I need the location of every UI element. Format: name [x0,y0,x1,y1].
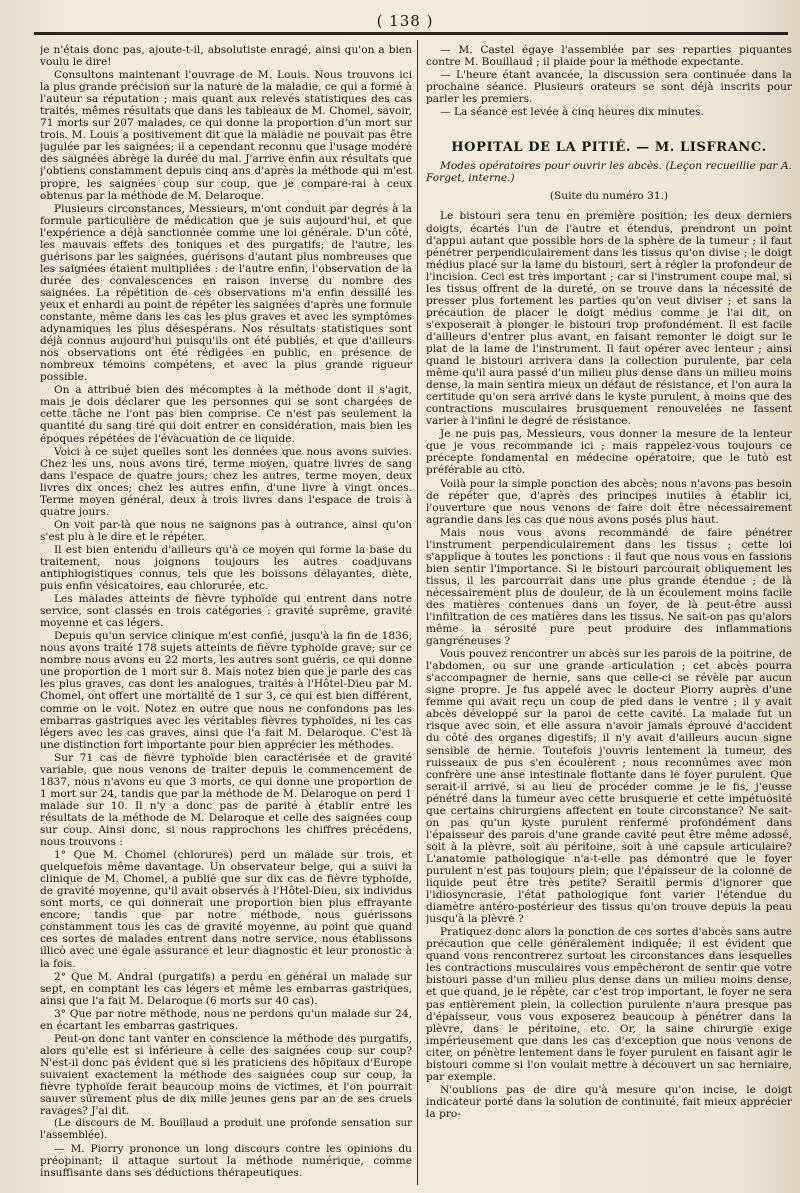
paragraph: On a attribué bien des mécomptes à la méthode dont il s'agit, mais je dois déclarer que les personnes qui se sont chargées de cette tâche ne l'ont pas bien comprise. Ce n'est pas seulement la quantité du sang tiré qui doit entrer en considération, mais bien les époques répétées de l'évacuation de ce liquide. [40,384,412,445]
hospital-title: HOPITAL DE LA PITIÉ. — M. LISFRANC. [451,140,767,156]
paragraph: je n'étais donc pas, ajoute-t-il, absolutiste enragé, ainsi qu'on a bien voulu le dire! [40,44,412,69]
paragraph: Les malades atteints de fièvre typhoïde qui entrent dans notre service, sont classés en trois catégories : gravité suprême, gravité moyenne et cas légers. [40,593,412,630]
paragraph: Pratiquez donc alors la ponction de ces sortes d'abcès sans autre précaution que celle généralement indiquée; il est évident que quand vous rencontrerez surtout les circonstances dans lesquelles les contractions musculaires vous empêcheront de sentir que votre bistouri passe d'un milieu plus dense dans un milieu moins dense, et que quand, je le répète, car c'est trop important, le foyer ne sera pas entièrement plein, la collection purulente n'aura presque pas d'épaisseur, vous vous exposerez beaucoup à pénétrer dans la plèvre, dans le péritoine, etc. Or, la saine chirurgie exige impérieusement que dans les cas d'exception que nous venons de citer, on pénètre lentement dans le foyer purulent en faisant agir le bistouri comme si l'on voulait mettre à découvert un sac herniaire, par exemple. [426,926,792,1083]
paragraph: Mais nous vous avons recommandé de faire pénétrer l'instrument perpendiculairement dans les tissus ; cette loi s'applique à toutes les ponctions : il faut que nous vous en fassions bien sentir l'importance. Si le bistouri parcourait obliquement les tissus, il les parcourrait dans une plus grande étendue ; de là nécessairement plus de douleur, de là un écoulement moins facile des matières contenues dans un foyer, de là peut-être aussi l'infiltration de ces matières dans les tissus. Ne sait-on pas qu'alors même la sérosité pure peut produire des inflammations gangréneuses ? [426,526,792,648]
paragraph: Voici à ce sujet quelles sont les données que nous avons suivies. Chez les uns, nous avons tiré, terme moyen, quatre livres de sang dans l'espace de quatre jours; chez les autres, terme moyen, deux livres dix onces; chez les autres enfin, d'une livre à vingt onces. Terme moyen général, deux à trois livres dans l'espace de trois à quatre jours. [40,445,412,518]
paragraph: N'oublions pas de dire qu'à mesure qu'on incise, le doigt indicateur porté dans la solution de continuité, fait mieux apprécier la pro- [426,1083,792,1120]
paragraph: (Le discours de M. Bouillaud a produit une profonde sensation sur l'assemblée). [40,1118,412,1142]
paragraph: Sur 71 cas de fièvre typhoïde bien caractérisée et de gravité variable, que nous venons de traiter depuis le commencement de 1837, nous n'avons eu que 3 morts, ce qui donne une proportion de 1 mort sur 24, tandis que par la méthode de M. Delaroque on perd 1 malade sur 10. Il n'y a donc pas de parité à établir entre les résultats de la méthode de M. Delaroque et celle des saignées coup sur coup. Ainsi donc, si nous rapprochons les chiffres précédens, nous trouvons : [40,751,412,849]
paragraph: Plusieurs circonstances, Messieurs, m'ont conduit par degrés à la formule particulière de médication que je suis aujourd'hui, et que l'expérience a déjà sanctionnée comme une loi générale. D'un côté, les mauvais effets des toniques et des purgatifs; de l'autre, les guérisons par les saignées, guérisons d'autant plus nombreuses que les saignées étaient multipliées : de l'autre enfin, l'observation de la durée des convalescences en raison inverse du nombre des saignées. La répétition de ces observations m'a enfin dessillé les yeux et enhardi au point de répéter les saignées d'après une formule constante, même dans les cas les plus graves et avec les symptômes adynamiques les plus désespérans. Nos résultats statistiques sont déjà connus aujourd'hui puisqu'ils ont été publiés, et que d'ailleurs nos observations ont été rédigées en public, en présence de nombreux témoins compétens, et avec la plus grande rigueur possible. [40,202,412,384]
paragraph: Je ne puis pas, Messieurs, vous donner la mesure de la lenteur que je vous recommande ici ; mais rappelez-vous toujours ce précepte fondamental en médecine opératoire, que le tutò est préférable au citò. [426,428,792,477]
header-rule [34,32,788,35]
paragraph: Le bistouri sera tenu en première position; les deux derniers doigts, écartés l'un de l'autre et étendus, prendront un point d'appui autant que possible hors de la sphère de la tumeur ; il faut pénétrer perpendiculairement dans les tissus qu'on divise ; le doigt médius placé sur la lame du bistouri, sert à régler la profondeur de l'incision. Ceci est très important ; car si l'instrument coupe mal, si les tissus offrent de la dureté, on se trouve dans la nécessité de presser plus fortement les parties qu'on veut diviser ; et sans la précaution de placer le doigt médius comme je l'ai dit, on s'exposerait à plonger le bistouri trop profondément. Il est facile d'ailleurs d'entrer plus avant, en faisant remonter le doigt sur le plat de la lame de l'instrument. Il faut opérer avec lenteur ; ainsi quand le bistouri arrivera dans la collection purulente, par cela même qu'il aura passé d'un milieu plus dense dans un milieu moins dense, la main sentira mieux un défaut de résistance, et l'on aura la certitude qu'on sera arrivé dans le kyste purulent, à moins que des contractions musculaires brusquement renouvelées ne fassent varier à l'infini le degré de résistance. [426,210,792,428]
session-note: — La séance est levée à cinq heures dix minutes. [440,106,704,119]
right-column [426,44,792,1185]
paragraph: 1° Que M. Chomel (chlorures) perd un malade sur trois, et quelquefois même davantage. Un observateur belge, qui a suivi la clinique de M. Chomel, a publié que sur dix cas de fièvre typhoïde, de gravité moyenne, qu'il avait observés à l'Hôtel-Dieu, six individus sont morts, ce qui donnerait une proportion bien plus effrayante encore; tandis que par notre méthode, nous guérissons constamment tous les cas de gravité moyenne, au point que quand ces sortes de malades entrent dans notre service, nous établissons illicò avec une égale assurance et leur diagnostic et leur pronostic à la fois. [40,849,412,970]
session-notes [426,44,792,118]
continuation-note: (Suite du numéro 31.) [549,190,669,203]
paragraph: Vous pouvez rencontrer un abcès sur les parois de la poitrine, de l'abdomen, ou sur une grande articulation ; cet abcès pourra s'accompagner de hernie, sans que celle-ci se révèle par aucun signe propre. Je fus appelé avec le docteur Piorry auprès d'une femme qui avait reçu un coup de pied dans le ventre ; il y avait abcès développé sur la paroi de cette cavité. La malade fut un risque avec soin, et elle assura n'avoir jamais éprouvé d'accident du côté des organes digestifs; il n'y avait d'ailleurs aucun signe sensible de hernie. Toutefois j'ouvris lentement la tumeur, des ruisseaux de pus s'en écoulèrent ; nous reconnûmes avec mon confrère une anse intestinale flottante dans le foyer purulent. Que serait-il arrivé, si au lieu de procéder comme je le fis, j'eusse pénétré dans la tumeur avec cette brusquerie et cette impétuosité que certains chirurgiens affectent en toute circonstance? Ne sait-on pas qu'un kyste purulent renfermé profondément dans l'épaisseur des parois d'une grande cavité peut être même adossé, soit à la plèvre, soit au péritoine, soit à une capsule articulaire? L'anatomie pathologique n'a-t-elle pas démontré que le foyer purulent n'est pas toujours plein; que l'épaisseur de la colonne de liquide peut être très petite? Seraitil permis d'ignorer que l'idiosyncrasie, l'état pathologique font varier l'étendue du diamètre antéro-postérieur des tissus qu'on trouve depuis la peau jusqu'à la plèvre ? [426,648,792,926]
column-divider [417,40,418,1185]
paragraph: Peut-on donc tant vanter en conscience la méthode des purgatifs, alors qu'elle est si inférieure à celle des saignées coup sur coup? N'est-il donc pas évident que si les praticiens des hôpitaux d'Europe suivaient exactement la méthode des saignées coup sur coup, la fièvre typhoïde ferait beaucoup moins de victimes, et l'on pourrait sauver sûrement plus de dix mille jeunes gens par an de ses cruels ravages? J'ai dit. [40,1032,412,1118]
paragraph: 3° Que par notre méthode, nous ne perdons qu'un malade sur 24, en écartant les embarras gastriques. [40,1007,412,1032]
paragraph: Depuis qu'un service clinique m'est confié, jusqu'à la fin de 1836, nous avons traité 178 sujets atteints de fièvre typhoïde grave; sur ce nombre nous avons eu 22 morts, les autres sont guéris, ce qui donne une proportion de 1 mort sur 8. Mais notez bien que je parle des cas les plus graves, cas dont les analogues, traités à l'Hôtel-Dieu par M. Chomel, ont offert une mortalité de 1 sur 3, ce qui est bien différent, comme on le voit. Notez en outre que nous ne confondons pas les embarras gastriques avec les véritables fièvres typhoïdes, ni les cas légers avec les cas graves, ainsi que l'a fait M. Delaroque. C'est là une distinction fort importante pour bien apprécier les méthodes. [40,630,412,751]
paragraph: Consultons maintenant l'ouvrage de M. Louis. Nous trouvons ici la plus grande précision sur la nature de la maladie, ce qui a formé à l'auteur sa réputation ; mais quant aux relevés statistiques des cas traités, mêmes résultats que dans les tableaux de M. Chomel, savoir, 71 morts sur 207 malades, ce qui donne la proportion d'un mort sur trois. M. Louis a positivement dit que la maladie ne pouvait pas être jugulée par les saignées; il a cependant reconnu que l'usage modéré des saignées abrège la durée du mal. J'arrive enfin aux résultats que j'obtiens constamment depuis cinq ans d'après la méthode qui m'est propre, les saignées coup sur coup, que je compare-rai à ceux obtenus par la méthode de M. Delaroque. [40,69,412,202]
paragraph: On voit par-là que nous ne saignons pas à outrance, ainsi qu'on s'est plu à le dire et le répéter. [40,518,412,543]
session-note: — L'heure étant avancée, la discussion sera continuée dans la prochaine séance. Plusieurs orateurs se sont déjà inscrits pour parler les premiers. [426,69,792,106]
paragraph: 2° Que M. Andral (purgatifs) a perdu en général un malade sur sept, en comptant les cas légers et même les embarras gastriques, ainsi que l'a fait M. Delaroque (6 morts sur 40 cas). [40,970,412,1007]
paragraph: Il est bien entendu d'ailleurs qu'à ce moyen qui forme la base du traitement, nous joignons toujours les autres coadjuvans antiphlogistiques connus, tels que les boissons délayantes, diète, puis enfin vésicatoires, eau chlorurée, etc. [40,543,412,593]
lecture-body [426,210,792,1120]
paragraph: — M. Piorry prononce un long discours contre les opinions du préopinant; il attaque surtout la méthode numérique, comme insuffisante dans ses déductions thérapeutiques. [40,1143,412,1180]
lecture-subtitle: Modes opératoires pour ouvrir les abcès. (Leçon recueillie par A. Forget, interne.) [426,160,792,185]
session-note: — M. Castel égaye l'assemblée par ses reparties piquantes contre M. Bouillaud ; il plaide pour la méthode expectante. [426,44,792,69]
left-column [40,44,412,1185]
page-number: ( 138 ) [376,12,434,30]
paragraph: Voilà pour la simple ponction des abcès; nous n'avons pas besoin de répéter que, d'après des principes inutiles à établir ici, l'ouverture que nous venons de faire doit être nécessairement agrandie dans les cas que nous avons posés plus haut. [426,477,792,526]
